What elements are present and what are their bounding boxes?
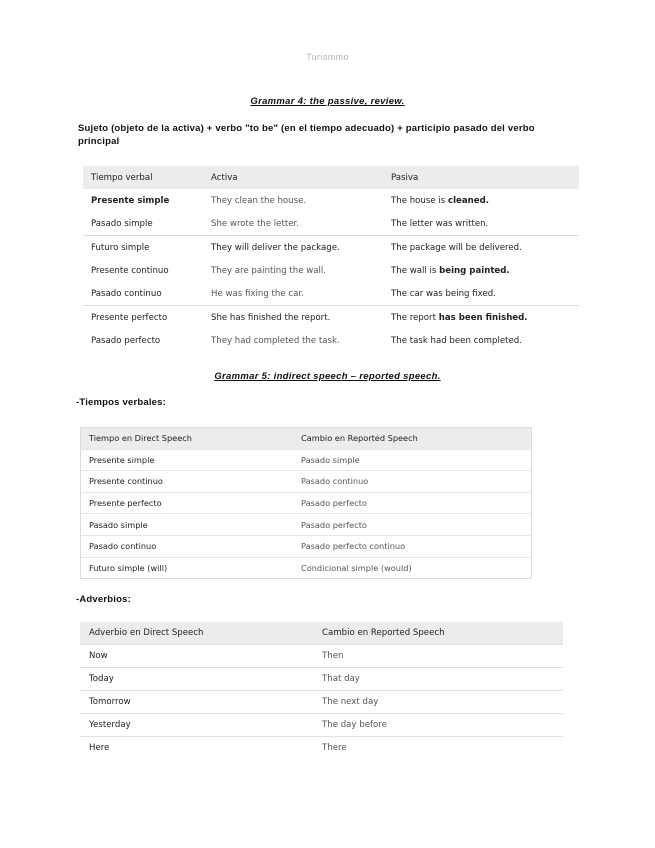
direct-cell: Presente continuo bbox=[81, 471, 294, 493]
tense-cell: Pasado continuo bbox=[91, 288, 162, 299]
reported-cell: That day bbox=[313, 668, 563, 691]
direct-cell: Yesterday bbox=[80, 714, 313, 737]
table-header-row bbox=[83, 166, 579, 189]
table-header-row bbox=[81, 428, 532, 450]
tense-cell: Pasado simple bbox=[91, 218, 153, 229]
reported-adverbs-table bbox=[80, 622, 563, 759]
grammar5-heading: Grammar 5: indirect speech – reported speech. bbox=[214, 371, 441, 382]
reported-cell: The next day bbox=[313, 691, 563, 714]
direct-cell: Today bbox=[80, 668, 313, 691]
active-cell: They are painting the wall. bbox=[211, 265, 327, 276]
grammar4-heading: Grammar 4: the passive, review. bbox=[250, 96, 405, 107]
tenses-label: -Tiempos verbales: bbox=[76, 397, 167, 408]
passive-text: The wall is bbox=[391, 265, 437, 276]
table-row bbox=[83, 189, 579, 212]
table-row bbox=[80, 737, 563, 760]
table-row bbox=[81, 471, 532, 493]
reported-cell: Pasado perfecto continuo bbox=[293, 535, 531, 557]
column-header: Adverbio en Direct Speech bbox=[80, 622, 313, 645]
passive-cell bbox=[383, 212, 579, 236]
direct-cell: Pasado continuo bbox=[81, 535, 294, 557]
table-row bbox=[81, 535, 532, 557]
reported-cell: Pasado perfecto bbox=[293, 492, 531, 514]
document-header: Turismmo bbox=[306, 52, 349, 62]
active-cell: She wrote the letter. bbox=[211, 218, 299, 229]
reported-cell: Pasado continuo bbox=[293, 471, 531, 493]
passive-text: The package will be delivered. bbox=[391, 242, 522, 253]
table-row bbox=[81, 492, 532, 514]
reported-cell: There bbox=[313, 737, 563, 760]
table-row bbox=[80, 645, 563, 668]
column-header: Pasiva bbox=[383, 166, 579, 189]
direct-cell: Presente perfecto bbox=[81, 492, 294, 514]
active-cell: They clean the house. bbox=[211, 195, 307, 206]
adverbs-label: -Adverbios: bbox=[76, 594, 131, 605]
direct-cell: Here bbox=[80, 737, 313, 760]
passive-cell bbox=[383, 236, 579, 260]
tense-cell: Presente perfecto bbox=[83, 306, 203, 330]
table-row bbox=[83, 236, 579, 260]
reported-cell: Pasado simple bbox=[293, 449, 531, 471]
passive-emphasis: has been finished. bbox=[438, 312, 528, 323]
table-row bbox=[83, 329, 579, 352]
table-header-row bbox=[80, 622, 563, 645]
tense-cell: Presente simple bbox=[91, 195, 170, 206]
active-cell: He was fixing the car. bbox=[211, 288, 304, 299]
direct-cell: Now bbox=[80, 645, 313, 668]
table-row bbox=[81, 557, 532, 579]
passive-text: The letter was written. bbox=[391, 218, 489, 229]
passive-emphasis: being painted. bbox=[439, 265, 510, 276]
tense-cell: Presente continuo bbox=[91, 265, 169, 276]
passive-text: The house is bbox=[391, 195, 446, 206]
reported-cell: The day before bbox=[313, 714, 563, 737]
reported-tenses-table bbox=[80, 427, 532, 579]
passive-table bbox=[83, 166, 579, 352]
passive-text: The report bbox=[391, 312, 436, 323]
table-row bbox=[83, 282, 579, 306]
direct-cell: Futuro simple (will) bbox=[81, 557, 294, 579]
passive-text: The car was being fixed. bbox=[391, 288, 496, 299]
column-header: Tiempo en Direct Speech bbox=[81, 428, 294, 450]
active-cell: They will deliver the package. bbox=[203, 236, 383, 260]
active-cell: She has finished the report. bbox=[203, 306, 383, 330]
passive-cell bbox=[383, 259, 579, 282]
passive-cell bbox=[383, 329, 579, 352]
direct-cell: Presente simple bbox=[81, 449, 294, 471]
table-row bbox=[80, 714, 563, 737]
column-header: Activa bbox=[203, 166, 383, 189]
table-row bbox=[83, 212, 579, 236]
direct-cell: Pasado simple bbox=[81, 514, 294, 536]
reported-cell: Then bbox=[313, 645, 563, 668]
direct-cell: Tomorrow bbox=[80, 691, 313, 714]
active-cell: They had completed the task. bbox=[211, 335, 340, 346]
passive-formula: Sujeto (objeto de la activa) + verbo "to be" (en el tiempo adecuado) + participio pasado del verbo principal bbox=[78, 123, 535, 147]
column-header: Cambio en Reported Speech bbox=[313, 622, 563, 645]
passive-cell bbox=[383, 282, 579, 306]
table-row bbox=[80, 691, 563, 714]
table-row bbox=[83, 259, 579, 282]
passive-cell bbox=[383, 189, 579, 212]
reported-cell: Pasado perfecto bbox=[293, 514, 531, 536]
passive-cell bbox=[383, 306, 579, 330]
table-row bbox=[80, 668, 563, 691]
table-row bbox=[81, 514, 532, 536]
table-row bbox=[83, 306, 579, 330]
tense-cell: Futuro simple bbox=[83, 236, 203, 260]
column-header: Cambio en Reported Speech bbox=[293, 428, 531, 450]
passive-text: The task had been completed. bbox=[391, 335, 522, 346]
table-row bbox=[81, 449, 532, 471]
tense-cell: Pasado perfecto bbox=[91, 335, 161, 346]
reported-cell: Condicional simple (would) bbox=[293, 557, 531, 579]
column-header: Tiempo verbal bbox=[83, 166, 203, 189]
passive-emphasis: cleaned. bbox=[447, 195, 489, 206]
